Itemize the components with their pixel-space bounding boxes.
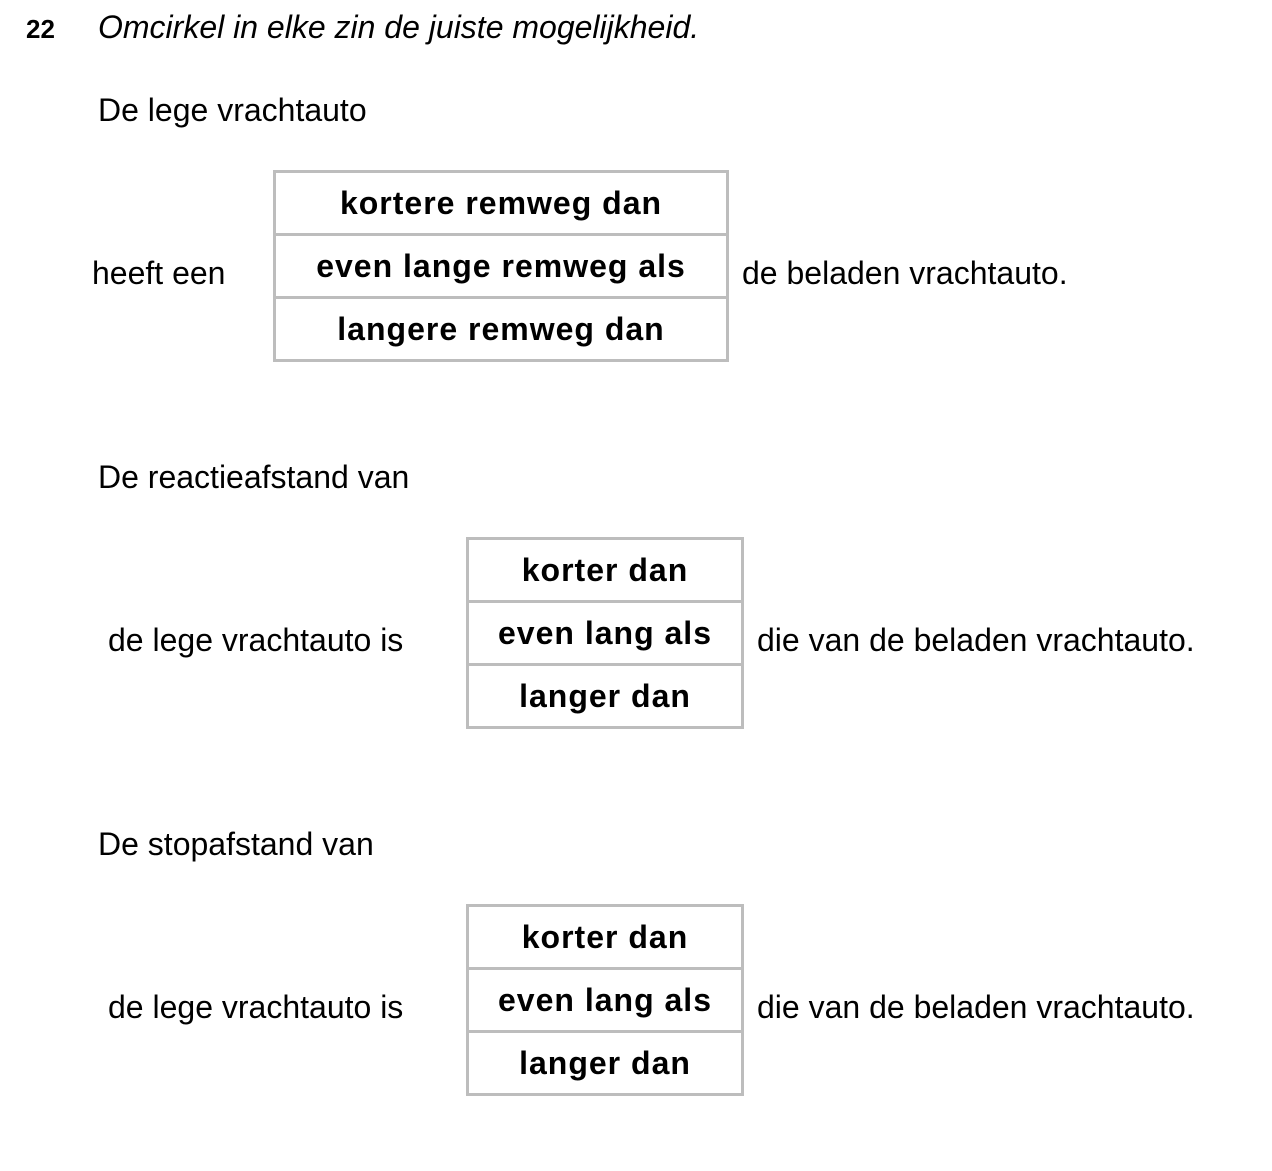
sentence-2-option-equal[interactable]: even lang als [468,602,743,665]
sentence-1-suffix: de beladen vrachtauto. [742,255,1068,291]
sentence-3-option-longer[interactable]: langer dan [468,1032,743,1095]
sentence-1-option-shorter[interactable]: kortere remweg dan [275,172,728,235]
sentence-2-option-longer[interactable]: langer dan [468,665,743,728]
sentence-3-lead: De stopafstand van [98,826,374,862]
sentence-3-options [466,904,744,1096]
sentence-3-option-shorter[interactable]: korter dan [468,906,743,969]
sentence-1-option-equal[interactable]: even lange remweg als [275,235,728,298]
sentence-2-prefix: de lege vrachtauto is [108,622,404,658]
sentence-2-options [466,537,744,729]
sentence-2-suffix: die van de beladen vrachtauto. [757,622,1195,658]
sentence-1-prefix: heeft een [92,255,226,291]
sentence-1-options [273,170,729,362]
question-number: 22 [26,14,55,44]
sentence-1-option-longer[interactable]: langere remweg dan [275,298,728,361]
sentence-3-prefix: de lege vrachtauto is [108,989,404,1025]
sentence-3-suffix: die van de beladen vrachtauto. [757,989,1195,1025]
sentence-3-option-equal[interactable]: even lang als [468,969,743,1032]
sentence-2-option-shorter[interactable]: korter dan [468,539,743,602]
question-instruction: Omcirkel in elke zin de juiste mogelijkheid. [98,9,700,45]
sentence-2-lead: De reactieafstand van [98,459,410,495]
sentence-1-lead: De lege vrachtauto [98,92,367,128]
